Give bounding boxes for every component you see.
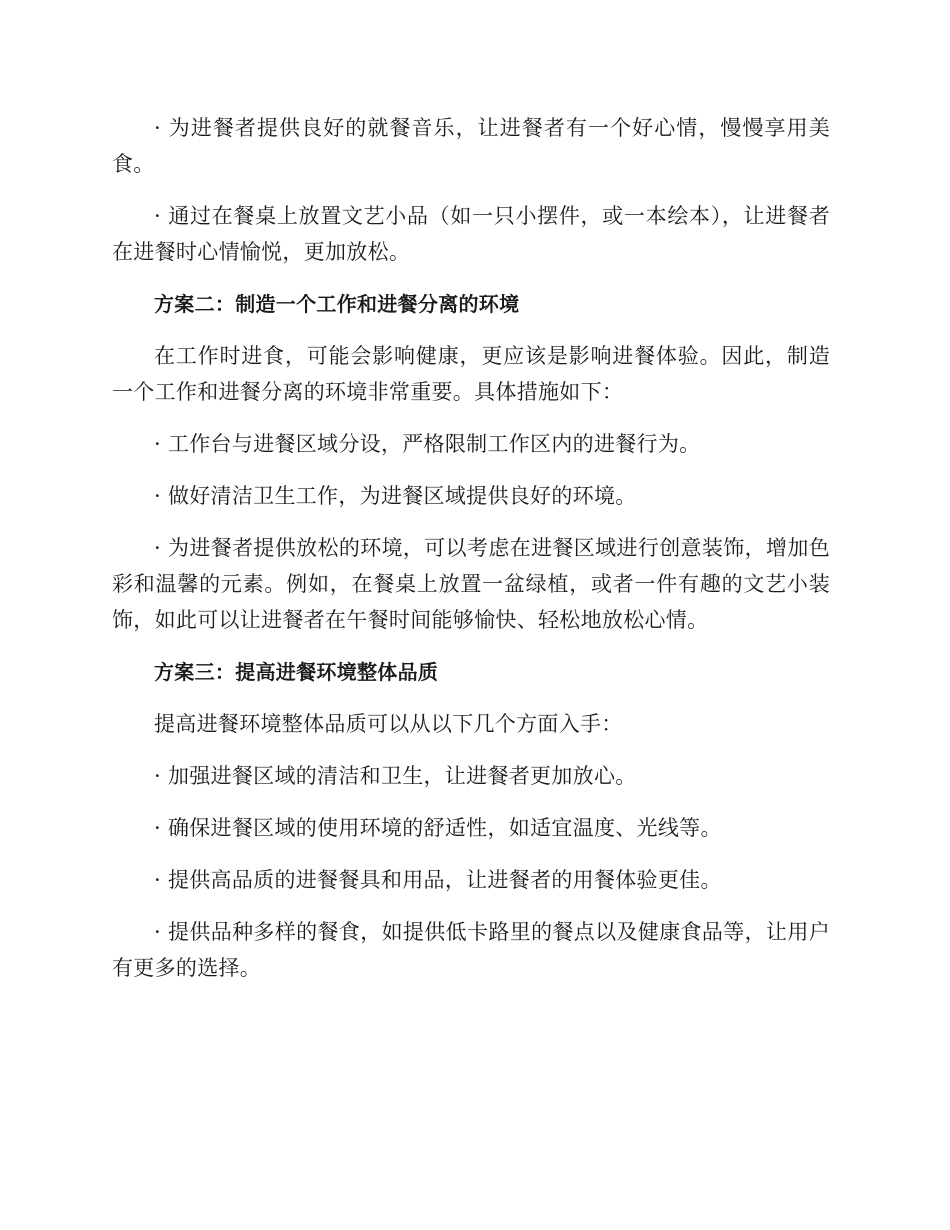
document-page bbox=[112, 110, 830, 1002]
bullet-paragraph: · 为进餐者提供良好的就餐音乐，让进餐者有一个好心情，慢慢享用美食。 bbox=[112, 116, 830, 176]
body-paragraph: 在工作时进食，可能会影响健康，更应该是影响进餐体验。因此，制造一个工作和进餐分离的环境非常重要。具体措施如下： bbox=[112, 344, 830, 404]
bullet-paragraph: · 工作台与进餐区域分设，严格限制工作区内的进餐行为。 bbox=[154, 432, 701, 456]
bullet-paragraph: · 为进餐者提供放松的环境，可以考虑在进餐区域进行创意装饰，增加色彩和温馨的元素。例如，在餐桌上放置一盆绿植，或者一件有趣的文艺小装饰，如此可以让进餐者在午餐时间能够愉快、轻松地放松心情。 bbox=[112, 536, 830, 632]
section-heading: 方案三：提高进餐环境整体品质 bbox=[154, 660, 439, 684]
bullet-paragraph: · 通过在餐桌上放置文艺小品（如一只小摆件，或一本绘本），让进餐者在进餐时心情愉悦，更加放松。 bbox=[112, 204, 830, 264]
bullet-paragraph: · 确保进餐区域的使用环境的舒适性，如适宜温度、光线等。 bbox=[154, 816, 722, 840]
section-heading: 方案二：制造一个工作和进餐分离的环境 bbox=[154, 292, 520, 316]
bullet-paragraph: · 做好清洁卫生工作，为进餐区域提供良好的环境。 bbox=[154, 484, 637, 508]
bullet-paragraph: · 提供高品质的进餐餐具和用品，让进餐者的用餐体验更佳。 bbox=[154, 868, 722, 892]
bullet-paragraph: · 加强进餐区域的清洁和卫生，让进餐者更加放心。 bbox=[154, 764, 637, 788]
body-paragraph: 提高进餐环境整体品质可以从以下几个方面入手： bbox=[154, 712, 623, 736]
bullet-paragraph: · 提供品种多样的餐食，如提供低卡路里的餐点以及健康食品等，让用户有更多的选择。 bbox=[112, 920, 830, 980]
